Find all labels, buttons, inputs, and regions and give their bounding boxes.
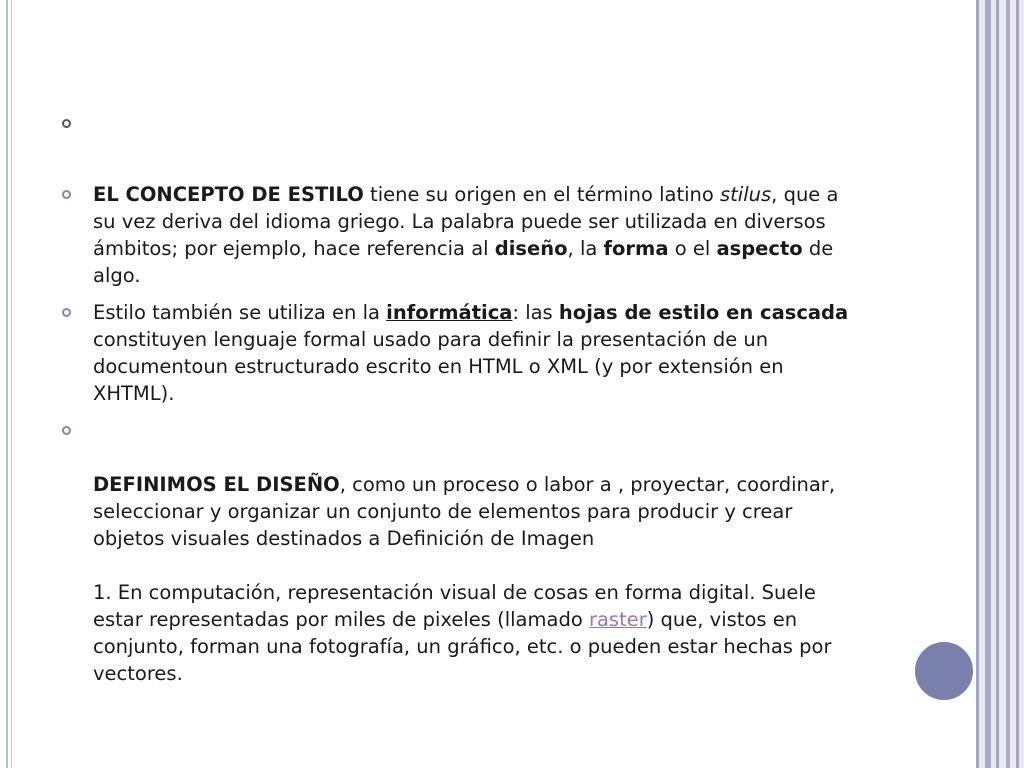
text: 1. En computación, representación visual de cosas en forma digital. Suele estar representadas por miles de pixeles (llamado xyxy=(93,581,816,631)
computacion-paragraph xyxy=(93,579,860,687)
text: tiene su origen en el término latino xyxy=(363,183,720,206)
left-border-inner xyxy=(11,0,12,768)
right-stripe xyxy=(1016,0,1019,768)
bullet-icon xyxy=(62,426,71,435)
text: : las xyxy=(512,301,559,324)
right-stripe xyxy=(985,0,991,768)
italic-text: stilus xyxy=(720,183,772,206)
decorative-circle xyxy=(913,640,975,702)
bold-text: hojas de estilo en cascada xyxy=(558,301,849,324)
text: , la xyxy=(567,237,604,260)
text: constituyen lenguaje formal usado para definir la presentación de un documentoun estructurado escrito en HTML o XML (y por extensión en XHTML). xyxy=(93,328,784,405)
text: o el xyxy=(668,237,717,260)
bullet-icon xyxy=(62,190,71,199)
text: , como un proceso o labor a , proyectar, coordinar, seleccionar y organizar un conjunto de elementos para producir y crear objetos visuales destinados a Definición de Imagen xyxy=(93,473,836,550)
bullet-definimos-diseno xyxy=(60,417,860,687)
definimos-paragraph xyxy=(93,471,860,552)
bullet-icon xyxy=(62,119,71,128)
text: , que a su vez deriva del idioma griego. La palabra puede ser utilizada en diversos ámbitos; por ejemplo, hace referencia al xyxy=(93,183,839,260)
blank-line xyxy=(93,552,860,579)
right-stripe xyxy=(976,0,979,768)
bold-text: diseño xyxy=(494,237,568,260)
bold-text: forma xyxy=(603,237,669,260)
bold-text: EL CONCEPTO DE ESTILO xyxy=(93,183,364,206)
left-border xyxy=(6,0,8,768)
text: de algo. xyxy=(93,237,834,287)
right-stripe xyxy=(1006,0,1010,768)
bullet-estilo-informatica xyxy=(60,299,860,407)
bullet-concepto-estilo xyxy=(60,181,860,289)
raster-link[interactable]: raster xyxy=(588,608,647,631)
bold-text: aspecto xyxy=(716,237,803,260)
blank-line xyxy=(93,417,860,444)
informatica-link[interactable]: informática xyxy=(386,301,513,324)
slide-body xyxy=(60,110,860,687)
blank-line xyxy=(93,444,860,471)
text: ) que, vistos en conjunto, forman una fotografía, un gráfico, etc. o pueden estar hechas por vectores. xyxy=(93,608,832,685)
empty-bullet xyxy=(60,110,860,137)
right-stripe xyxy=(996,0,999,768)
bold-text: DEFINIMOS EL DISEÑO xyxy=(93,473,340,496)
bullet-icon xyxy=(62,308,71,317)
text: Estilo también se utiliza en la xyxy=(93,301,387,324)
